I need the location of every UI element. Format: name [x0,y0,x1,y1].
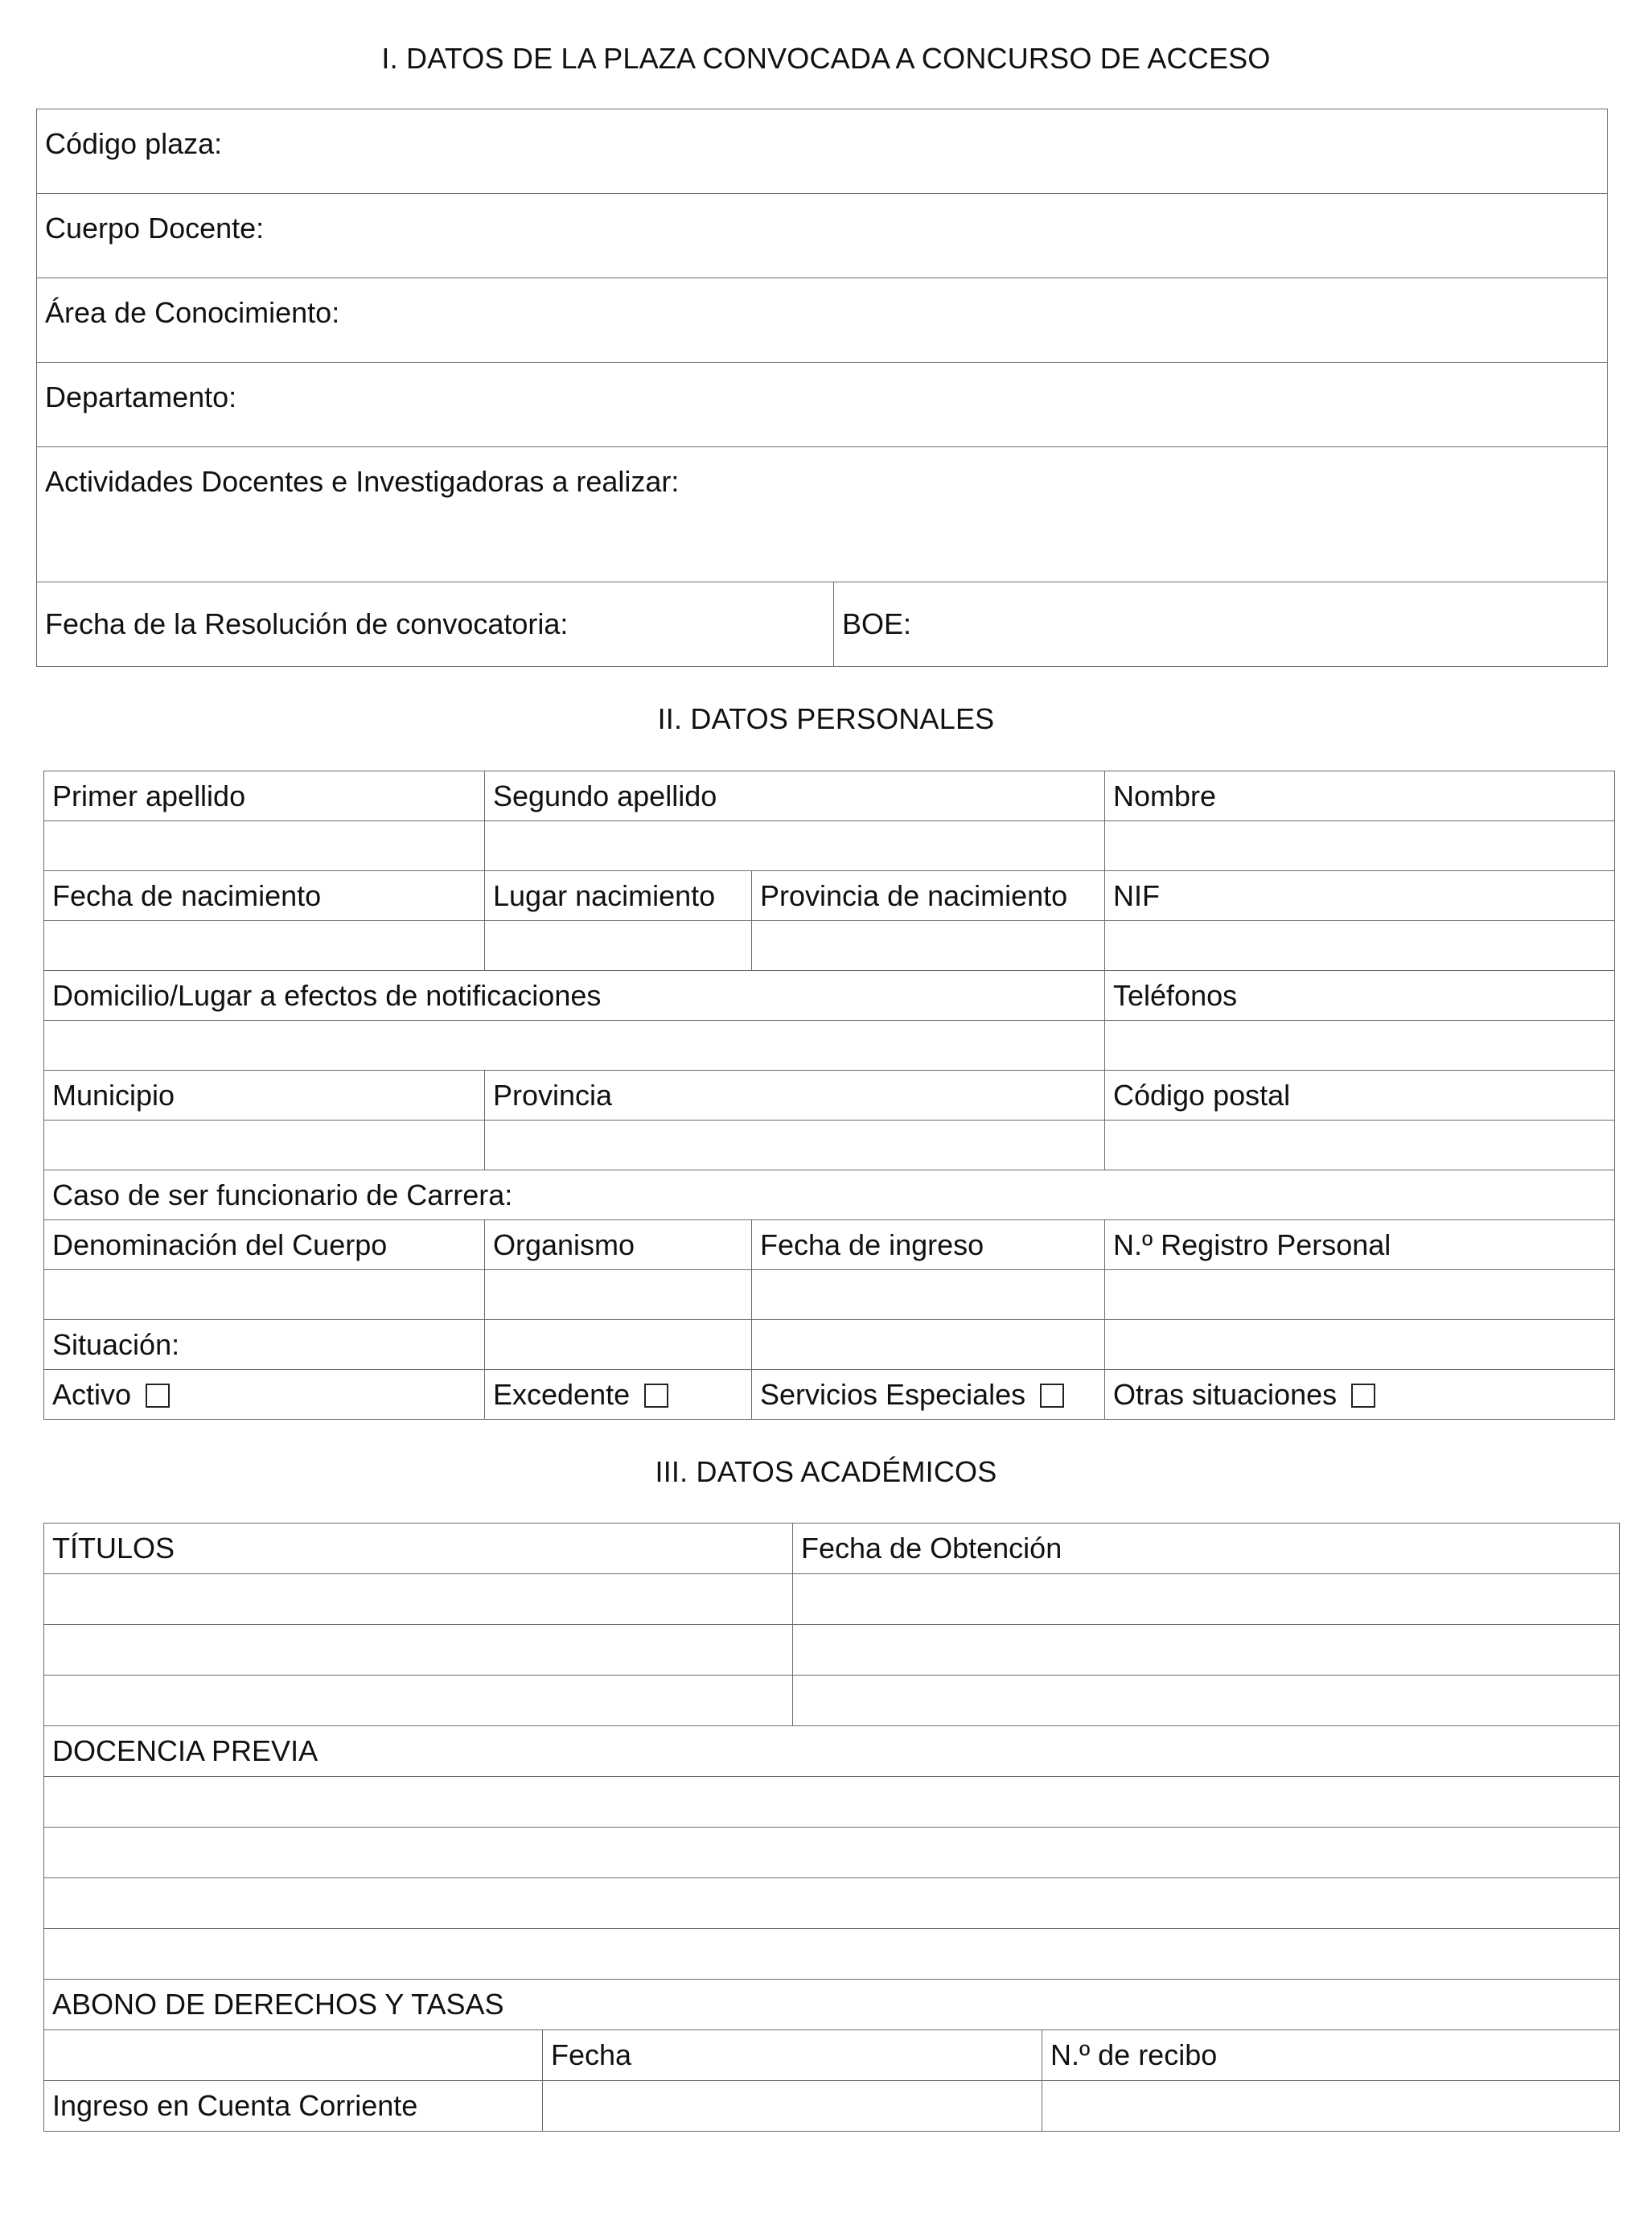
primer-apellido-label: Primer apellido [44,771,485,821]
activo-option [44,1370,485,1420]
section2-heading: II. DATOS PERSONALES [657,702,995,735]
actividades-label: Actividades Docentes e Investigadoras a realizar: [45,465,680,498]
section3-heading: III. DATOS ACADÉMICOS [655,1455,997,1488]
recibo-label: N.º de recibo [1042,2030,1620,2081]
activo-label: Activo [52,1377,132,1411]
telefonos-input[interactable] [1105,1021,1615,1071]
fecha-input[interactable] [543,2081,1042,2132]
denominacion-input[interactable] [44,1270,485,1320]
organismo-input[interactable] [485,1270,752,1320]
funcionario-label: Caso de ser funcionario de Carrera: [44,1170,1615,1220]
abono-table [43,2029,1620,2132]
telefonos-label: Teléfonos [1105,971,1615,1021]
organismo-label: Organismo [485,1220,752,1270]
nombre-input[interactable] [1105,821,1615,871]
recibo-input[interactable] [1042,2081,1620,2132]
servicios-especiales-checkbox[interactable] [1040,1384,1064,1408]
excedente-label: Excedente [493,1377,631,1411]
fecha-resolucion-field[interactable] [37,582,834,667]
fecha-obtencion-input[interactable] [793,1625,1620,1676]
titulos-label: TÍTULOS [44,1524,793,1574]
departamento-label: Departamento: [45,380,237,413]
titulo-input[interactable] [44,1574,793,1625]
municipio-input[interactable] [44,1121,485,1170]
excedente-option [485,1370,752,1420]
fecha-obtencion-input[interactable] [793,1574,1620,1625]
codigo-plaza-field[interactable] [37,109,1608,194]
docencia-previa-input[interactable] [44,1828,1620,1878]
nif-label: NIF [1105,871,1615,921]
cuerpo-docente-label: Cuerpo Docente: [45,212,265,245]
nif-input[interactable] [1105,921,1615,971]
cuerpo-docente-field[interactable] [37,194,1608,278]
domicilio-label: Domicilio/Lugar a efectos de notificaciones [44,971,1105,1021]
provincia-nacimiento-label: Provincia de nacimiento [752,871,1105,921]
otras-situaciones-label: Otras situaciones [1113,1377,1338,1411]
domicilio-input[interactable] [44,1021,1105,1071]
docencia-previa-input[interactable] [44,1929,1620,1980]
lugar-nacimiento-input[interactable] [485,921,752,971]
situacion-label: Situación: [44,1320,485,1370]
area-conocimiento-label: Área de Conocimiento: [45,296,340,329]
situacion-empty-cell [752,1320,1105,1370]
ingreso-label: Ingreso en Cuenta Corriente [44,2081,543,2132]
segundo-apellido-label: Segundo apellido [485,771,1105,821]
codigo-postal-input[interactable] [1105,1121,1615,1170]
nombre-label: Nombre [1105,771,1615,821]
titulos-table [43,1523,1620,2030]
fecha-label: Fecha [543,2030,1042,2081]
area-conocimiento-field[interactable] [37,278,1608,363]
fecha-ingreso-label: Fecha de ingreso [752,1220,1105,1270]
segundo-apellido-input[interactable] [485,821,1105,871]
primer-apellido-input[interactable] [44,821,485,871]
situacion-empty-cell [485,1320,752,1370]
servicios-especiales-label: Servicios Especiales [760,1377,1026,1411]
fecha-resolucion-label: Fecha de la Resolución de convocatoria: [45,607,569,640]
denominacion-label: Denominación del Cuerpo [44,1220,485,1270]
otras-situaciones-checkbox[interactable] [1351,1384,1375,1408]
abono-label: ABONO DE DERECHOS Y TASAS [44,1980,1620,2030]
docencia-previa-input[interactable] [44,1878,1620,1929]
municipio-label: Municipio [44,1071,485,1121]
situacion-empty-cell [1105,1320,1615,1370]
section1-heading: I. DATOS DE LA PLAZA CONVOCADA A CONCURSO DE ACCESO [381,42,1271,75]
plaza-table [36,109,1608,667]
fecha-obtencion-input[interactable] [793,1676,1620,1726]
excedente-checkbox[interactable] [644,1384,668,1408]
boe-field[interactable] [834,582,1608,667]
departamento-field[interactable] [37,363,1608,447]
personal-data-table [43,771,1615,1420]
titulo-input[interactable] [44,1625,793,1676]
abono-empty-header [44,2030,543,2081]
fecha-obtencion-label: Fecha de Obtención [793,1524,1620,1574]
lugar-nacimiento-label: Lugar nacimiento [485,871,752,921]
boe-label: BOE: [842,607,912,640]
docencia-previa-input[interactable] [44,1777,1620,1828]
codigo-plaza-label: Código plaza: [45,127,223,160]
titulo-input[interactable] [44,1676,793,1726]
registro-personal-input[interactable] [1105,1270,1615,1320]
fecha-ingreso-input[interactable] [752,1270,1105,1320]
registro-personal-label: N.º Registro Personal [1105,1220,1615,1270]
docencia-previa-label: DOCENCIA PREVIA [44,1726,1620,1777]
activo-checkbox[interactable] [146,1384,170,1408]
fecha-nacimiento-label: Fecha de nacimiento [44,871,485,921]
provincia-label: Provincia [485,1071,1105,1121]
actividades-field[interactable] [37,447,1608,582]
servicios-especiales-option [752,1370,1105,1420]
provincia-input[interactable] [485,1121,1105,1170]
fecha-nacimiento-input[interactable] [44,921,485,971]
codigo-postal-label: Código postal [1105,1071,1615,1121]
provincia-nacimiento-input[interactable] [752,921,1105,971]
otras-situaciones-option [1105,1370,1615,1420]
